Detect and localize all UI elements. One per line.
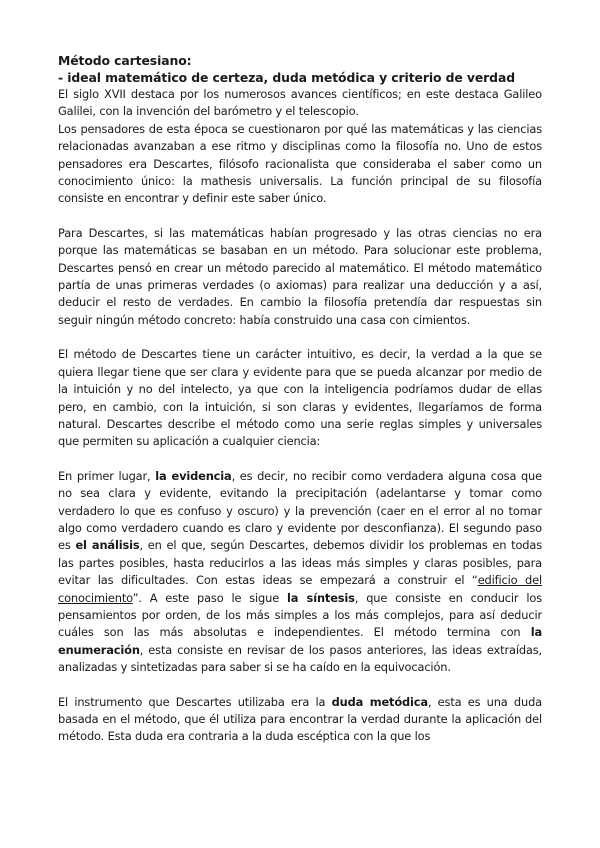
- document-subtitle: - ideal matemático de certeza, duda metódica y criterio de verdad: [58, 70, 515, 85]
- term-enumeracion: la enumeración: [58, 625, 542, 657]
- paragraph-intro-1: El siglo XVII destaca por los numerosos avances científicos; en este destaca Galileo Galilei, con la invención del barómetro y el telescopio.: [58, 87, 542, 119]
- paragraph-intro-2: Los pensadores de esta época se cuestionaron por qué las matemáticas y las ciencias relacionadas avanzaban a ese ritmo y disciplinas como la filosofía no. Uno de estos pensadores era Descartes, filósofo racionalista que consideraba el saber como un conocimiento único: la mathesis universalis. La función principal de su filosofía consiste en encontrar y definir este saber único.: [58, 121, 542, 206]
- text-run: , que consiste en conducir los pensamientos por orden, de los más simples a los más complejos, para así deducir cuáles son las más absolutas e independientes. El método termina con: [58, 590, 543, 640]
- paragraph-gap: [58, 329, 542, 346]
- paragraph-method-origin: Para Descartes, si las matemáticas habían progresado y las otras ciencias no era porque las matemáticas se basaban en un método. Para solucionar este problema, Descartes pensó en crear un método parecido al matemático. El método matemático partía de unas primeras verdades (o axiomas) para realizar una deducción y a así, deducir el resto de verdades. En cambio la filosofía pretendía dar respuestas sin seguir ningún método concreto: había construido una casa con cimientos.: [58, 225, 542, 327]
- text-run: , es decir, no recibir como verdadera alguna cosa que no sea clara y evidente, evitando la precipitación (adelantarse y tomar como verdadero lo que es confuso y oscuro) y la prevención (caer en el error al no tomar algo como verdadero cuando es claro y evidente por desconfianza). El segundo paso es: [58, 468, 542, 553]
- paragraph-gap: [58, 208, 542, 225]
- document-title: Método cartesiano:: [58, 53, 192, 68]
- term-sintesis: la síntesis: [287, 590, 355, 605]
- paragraph-duda: [58, 694, 542, 746]
- text-run: , en el que, según Descartes, debemos dividir los problemas en todas las partes posibles, hasta reducirlos a las ideas más simples y claras posibles, para evitar las dificultades. Con estas ideas se empezará a construir el “: [58, 538, 542, 588]
- term-duda-metodica: duda metódica: [331, 694, 428, 709]
- paragraph-intuition: El método de Descartes tiene un carácter intuitivo, es decir, la verdad a la que se quiera llegar tiene que ser clara y evidente para que se pueda alcanzar por medio de la intuición y no del intelecto, ya que con la inteligencia podríamos dudar de ellas pero, en cambio, con la intuición, si son claras y evidentes, llegaríamos de forma natural. Descartes describe el método como una serie reglas simples y universales que permiten su aplicación a cualquier ciencia:: [58, 347, 542, 449]
- text-run: En primer lugar,: [58, 468, 156, 483]
- paragraph-gap: [58, 451, 542, 468]
- term-edificio: edificio del conocimiento: [58, 573, 543, 605]
- text-run: ”. A este paso le sigue: [132, 590, 287, 605]
- text-run: , esta consiste en revisar de los pasos anteriores, las ideas extraídas, analizadas y sintetizadas para saber si se ha caído en la equivocación.: [58, 642, 542, 675]
- paragraph-rules: [58, 468, 542, 677]
- text-run: El instrumento que Descartes utilizaba era la: [58, 694, 332, 709]
- term-analisis: el análisis: [75, 538, 140, 553]
- text-run: , esta es una duda basada en el método, que él utiliza para encontrar la verdad durante la aplicación del método. Esta duda era contraria a la duda escéptica con la que los: [58, 694, 542, 744]
- paragraph-gap: [58, 677, 542, 694]
- term-evidencia: la evidencia: [155, 468, 232, 483]
